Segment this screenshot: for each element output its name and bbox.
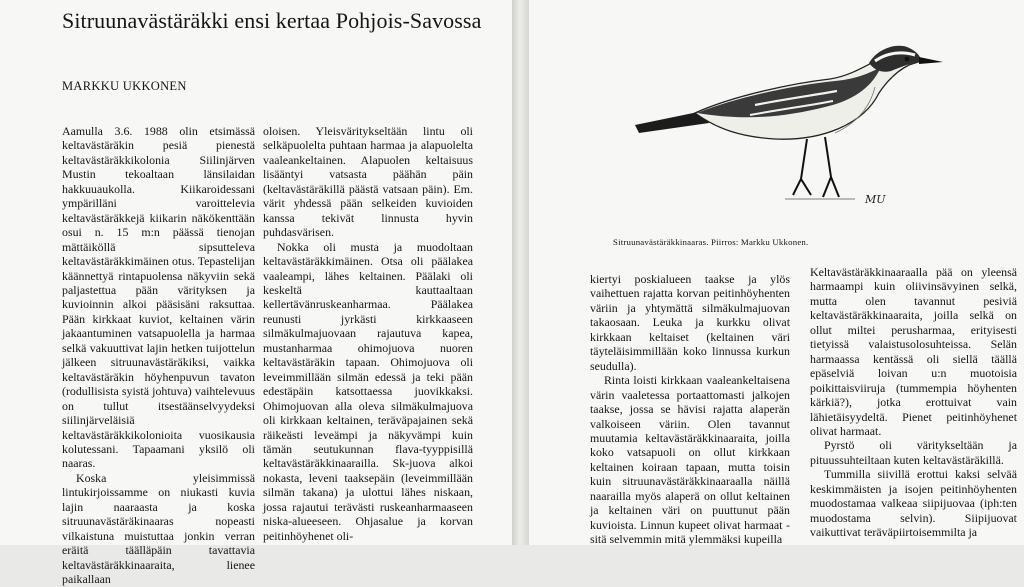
- paragraph: Nokka oli musta ja muodoltaan keltavästäräkkimäinen. Otsa oli päälakea vaaleampi, lähes keltainen. Päälaki oli keskeltä kauttaaltaan kellertävänruskeanharmaa. Päälakea reunusti jyrkästi kirkkaaseen silmäkulmajuovaan rajautuva kapea, mustanharmaa ohimojuova nuoren keltavästäräkin tapaan. Ohimojuova oli leveimmillään silmän edessä ja teki pään edestäpäin katsottaessa juovikkaksi. Ohimojuovan alla oleva silmäkulmajuova oli kirkkaan keltainen, teräväрajainen sekä räikeästi leveämpi ja näkyvämpi kuin tämän seutukunnan flava-tyyppisillä keltavästäräkkinaarailla. Sk-juova alkoi nokasta, leveni taaksepäin (leveimmillään silmän takana) ja ulottui lähes niskaan, jossa rajautui terävästi ruskeanharmaaseen niska-alueeseen. Ohjasalue ja korvan peitinhöyhenet oli-: [263, 239, 473, 543]
- paragraph: Koska yleisimmissä lintukirjoissamme on niukasti kuvia lajin naaraasta ja koska sitruunavästäräkinaaras nopeasti vilkaistuna muistuttaa jonkin verran eräitä täälläpäin tavattavia keltavästäräkkinaaraita, lienee paikallaan: [62, 470, 255, 587]
- figure-caption: Sitruunavästäräkkinaaras. Piirros: Markku Ukkonen.: [613, 237, 809, 247]
- right-page: [529, 0, 1024, 545]
- right-column-1: [590, 272, 790, 547]
- left-column-1: [62, 124, 255, 587]
- paragraph: Aamulla 3.6. 1988 olin etsimässä keltavästäräkin pesiä pienestä keltavästäräkkikolonia Siilinjärven Mustin tekoaltaan länsilaidan hakkuuaukolla. Kiikaroidessani ympärilläni varoittelevia keltavästäräkkejä kiikarin näkökenttään osui n. 15 m:n päässä tienojan mättäiköllä sipsutteleva keltavästäräkkimäinen otus. Tepastelijan käännettyä rintapuolensa näkyviin sekä paljastettua pään värityksen ja kuvioinnin alkoi pääsisäni raksuttaa. Pään kirkkaat kuviot, keltainen värin jakaantuminen vatsapuolella ja harmaa selkä vakuuttivat lajin hetken tuijottelun jälkeen sitruunavästäräkiksi, vaikka keltavästäräkin höyhenpuvun tavaton (rodullisista syistä johtuva) vaihtelevuus on tullut itsestäänselvyydeksi siilinjärveläisiä keltavästäräkkikolonioita vuosikausia kolutessani. Tapaamani yksilö oli naaras.: [62, 124, 255, 471]
- article-title: Sitruunavästäräkki ensi kertaa Pohjois-Savossa: [62, 8, 482, 33]
- paragraph: Rinta loisti kirkkaan vaaleankeltaisena värin vaaletessa portaattomasti jalkojen taakse, jossa se hävisi rajatta alaperän valkoiseen väriin. Olen tavannut muutamia keltavästäräkkinaaraita, joilla koko vatsapuoli on ollut kirkkaan keltainen koiraan tapaan, mutta toisin kuin sitruunavästäräkkinaaraalla näillä naarailla myös alaperä on ollut keltainen ja keltainen väri on puuttunut pään kuvioista. Linnun kupeet olivat harmaat - sitä selvemmin mitä ylemmäksi kupeilla: [590, 373, 790, 547]
- book-gutter: [512, 0, 529, 545]
- wagtail-illustration: [625, 27, 925, 217]
- right-column-2: [810, 265, 1017, 540]
- paragraph: oloisen. Yleisväritykseltään lintu oli selkäpuolelta puhtaan harmaa ja alapuolelta vaaleankeltainen. Alapuolen keltaisuus lisääntyi vatsasta päähän päin (keltavästäräkillä päästä vatsaan päin). Em. värit yhdessä pään selkeiden kuvioiden kanssa tekivät linnusta hyvin puhdasvärisen.: [263, 124, 473, 240]
- paragraph: Keltavästäräkkinaaraalla pää on yleensä harmaampi kuin oliivinsävyinen selkä, mutta olen tavannut pesiviä keltavästäräkkinaaraita, joilla selkä on ollut miltei perusharmaa, erityisesti tietyissä valaistusolosuhteissa. Selän harmaassa kentässä oli siellä täällä epäselviä loivan u:n muotoisia poikittaisviiruja (tummempia höyhenten kärkiä?), jotka erottuivat vain lähietäisyydeltä. Pienet peitinhöyhenet olivat harmaat.: [810, 265, 1017, 438]
- paragraph: kiertyi poskialueen taakse ja ylös vaihettuen rajatta korvan peitinhöyhenten väriin ja yhtymättä silmäkulmajuovan takaosaan. Leuka ja kurkku olivat kirkkaan keltaiset (keltainen väri täyteläisimmillään koko linnussa kurkun seudulla).: [590, 272, 790, 373]
- left-column-2: [263, 124, 473, 543]
- paragraph: Pyrstö oli väritykseltään ja pituussuhteiltaan kuten keltavästäräkillä.: [810, 438, 1017, 467]
- artist-signature: MU: [865, 193, 886, 206]
- paragraph: Tummilla siivillä erottui kaksi selvää keskimmäisten ja isojen peitinhöyhenten muodostamaa valkeaa siipijuovaa (iph:ten muodostama selvin). Siipijuovat vaikuttivat teräväpiirtoisemmilta ja: [810, 467, 1017, 540]
- author-name: MARKKU UKKONEN: [62, 79, 187, 93]
